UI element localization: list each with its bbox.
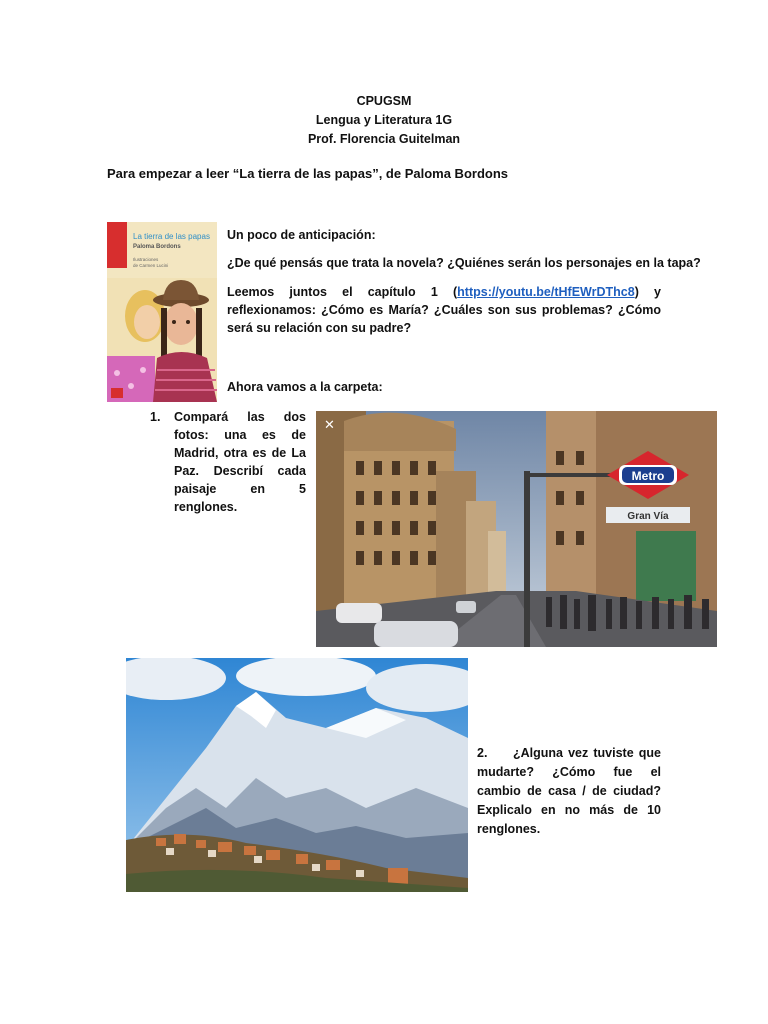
madrid-street-scene (316, 411, 717, 647)
notebook-intro: Ahora vamos a la carpeta: (227, 380, 383, 394)
la-paz-mountain-scene (126, 658, 468, 892)
school-name: CPUGSM (356, 94, 412, 108)
gran-via-sign-text: Gran Vía (627, 511, 669, 522)
exercise-2 (477, 744, 661, 839)
document-header (0, 92, 768, 149)
metro-sign-text: Metro (631, 469, 665, 483)
close-icon[interactable]: ✕ (324, 417, 335, 432)
exercise-2-number: 2. (477, 746, 488, 760)
book-cover-image (107, 222, 217, 402)
cover-title: La tierra de las papas (133, 232, 210, 241)
teacher-name: Prof. Florencia Guitelman (307, 132, 461, 146)
cover-author: Paloma Bordons (133, 244, 181, 250)
la-paz-photo (126, 658, 468, 892)
cover-illustrator: Ilustraciones de Carmen Lucini (133, 257, 169, 268)
video-link[interactable]: https://youtu.be/tHfEWrDThc8 (457, 285, 635, 299)
cover-illustration (107, 278, 217, 402)
madrid-photo (316, 411, 717, 647)
exercise-1-number: 1. (150, 410, 161, 424)
exercise-1-text: Compará las dos fotos: una es de Madrid, otra es de La Paz. Describí cada paisaje en 5 renglones. (174, 410, 306, 514)
anticipation-questions: ¿De qué pensás que trata la novela? ¿Quiénes serán los personajes en la tapa? (227, 256, 701, 270)
exercise-2-text: ¿Alguna vez tuviste que mudarte? ¿Cómo fue el cambio de casa / de ciudad? Explicalo en no más de 10 renglones. (477, 746, 661, 836)
anticipation-heading: Un poco de anticipación: (227, 228, 376, 242)
cover-red-block (107, 222, 127, 268)
reading-instructions: Leemos juntos el capítulo 1 (https://youtu.be/tHfEWrDThc8) y reflexionamos: ¿Cómo es María? ¿Cuáles son sus problemas? ¿Cómo será su relación con su padre? (227, 285, 661, 335)
subject-name: Lengua y Literatura 1G (315, 113, 453, 127)
document-title: Para empezar a leer “La tierra de las papas”, de Paloma Bordons (107, 166, 509, 181)
